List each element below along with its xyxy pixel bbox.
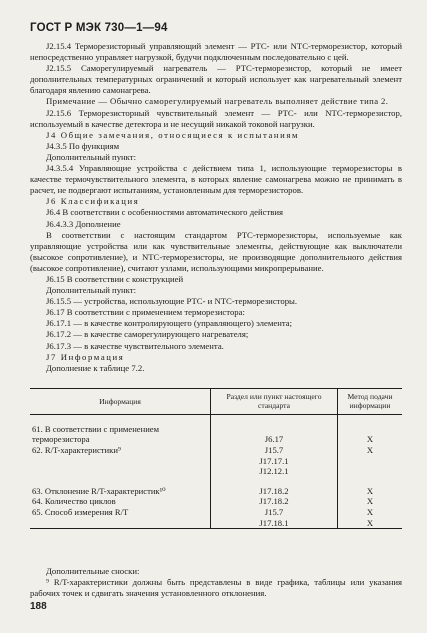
table-row — [30, 496, 402, 507]
paragraph: J6.17.1 — в качестве контролирующего (управляющего) элемента; — [46, 318, 293, 329]
paragraph: J4.3.5 По функциям — [46, 140, 120, 151]
cell-method — [338, 424, 403, 435]
cell-section: J17.18.2 — [211, 496, 338, 507]
cell-section: J17.18.2 — [211, 486, 338, 497]
paragraph: J2.15.6 Терморезисторный чувствительный элемент — РТС- или NTC-терморезистор, используемый в качестве детектора и не несущий никакой токовой нагрузки. — [30, 107, 402, 129]
cell-method: X — [366, 506, 374, 517]
cell-information: 65. Способ измерения R/T — [30, 507, 211, 518]
table-row — [30, 518, 402, 529]
cell-information — [30, 456, 211, 467]
standard-header: ГОСТ Р МЭК 730—1—94 — [30, 22, 168, 34]
cell-section: J15.7 — [211, 445, 338, 456]
table-row — [30, 434, 402, 445]
information-table — [30, 388, 402, 529]
column-header-information: Информация — [30, 389, 211, 415]
cell-information: 64. Количество циклов — [30, 496, 211, 507]
page-number: 188 — [30, 601, 47, 612]
paragraph: Дополнительный пункт: — [46, 285, 136, 296]
body-text — [30, 41, 402, 374]
cell-section — [211, 424, 338, 435]
footnote: ⁹ R/T-характеристики должны быть представлены в виде графика, таблицы или указания рабочих точек и сдвигать значения установленного отклонения. — [30, 577, 402, 599]
cell-information: 61. В соответствии с применением — [30, 424, 211, 435]
note-paragraph: Примечание — Обычно саморегулируемый нагреватель выполняет действие типа 2. — [46, 96, 389, 107]
table-row — [30, 424, 402, 435]
cell-section: J12.12.1 — [211, 466, 338, 477]
cell-information — [30, 466, 211, 477]
cell-method: X — [366, 485, 374, 496]
paragraph: J2.15.4 Терморезисторный управляющий элемент — РТС- или NTC-терморезистор, который непосредственно управляет нагрузкой, будучи подключенным последовательно с цей. — [30, 41, 402, 63]
cell-section: J15.7 — [211, 507, 338, 518]
paragraph: J6.15.5 — устройства, использующие РТС- и NTC-терморезисторы. — [46, 296, 298, 307]
column-header-method: Метод подачи информации — [338, 389, 403, 415]
paragraph: J6.15 В соответствии с конструкцией — [46, 273, 184, 284]
cell-information: терморезистора — [30, 434, 211, 445]
paragraph: J6.17.2 — в качестве саморегулирующего нагревателя; — [46, 329, 249, 340]
cell-method: X — [366, 445, 374, 455]
cell-section: J17.18.1 — [211, 518, 338, 529]
table-row — [30, 466, 402, 477]
column-header-section: Раздел или пункт настоящего стандарта — [211, 389, 338, 415]
paragraph: J6.4 В соответствии с особенностями автоматического действия — [46, 207, 284, 218]
table-row — [30, 456, 402, 467]
cell-information: 62. R/T-характеристики⁹ — [30, 445, 211, 456]
footnotes — [30, 566, 402, 599]
paragraph: J6.4.3.3 Дополнение — [46, 218, 121, 229]
table-row — [30, 507, 402, 518]
paragraph: Дополнительный пункт: — [46, 151, 136, 162]
cell-method: X — [366, 496, 374, 507]
paragraph: J4.3.5.4 Управляющие устройства с действием типа 1, использующие терморезисторы в качестве термочувствительного элемента, в которых явление самонагрева можно не принимать в расчет, не подвергают испытаниям, установленным для терморезисторов. — [30, 163, 402, 196]
paragraph: J6.17.3 — в качестве чувствительного элемента. — [46, 340, 224, 351]
cell-section: J17.17.1 — [211, 456, 338, 467]
paragraph: J6.17 В соответствии с применением терморезистора: — [46, 307, 245, 318]
cell-information — [30, 518, 211, 529]
cell-method — [338, 466, 403, 477]
paragraph: В соответствии с настоящим стандартом РТС-терморезисторы, используемые как управляющие устройства или как чувствительные элементы, действующие как выключатели (высокое сопротивление), и NTC-терморезисторы, не производящие дополнительного действия (высокое сопротивление), считают узлами, использующими микропрерывание. — [30, 229, 402, 273]
section-heading: J4 Общие замечания, относящиеся к испытаниям — [46, 129, 300, 140]
cell-method — [338, 456, 403, 467]
footnotes-title: Дополнительные сноски: — [46, 566, 140, 576]
table-header-row — [30, 389, 402, 415]
paragraph: Дополнение к таблице 7.2. — [46, 362, 145, 373]
cell-method: X — [366, 434, 374, 445]
cell-method: X — [338, 518, 403, 529]
section-heading: J7 Информация — [46, 351, 125, 362]
cell-information: 63. Отклонение R/T-характеристик¹⁰ — [30, 486, 211, 497]
table-row — [30, 486, 402, 497]
paragraph: J2.15.5 Саморегулируемый нагреватель — РТС-терморезистор, который не имеет дополнительных температурных ограничений и который использует как нагревательный элемент благодаря явлению самонагрева. — [30, 63, 402, 96]
table-row — [30, 445, 402, 456]
section-heading: J6 Классификация — [46, 196, 140, 207]
cell-section: J6.17 — [211, 434, 338, 445]
